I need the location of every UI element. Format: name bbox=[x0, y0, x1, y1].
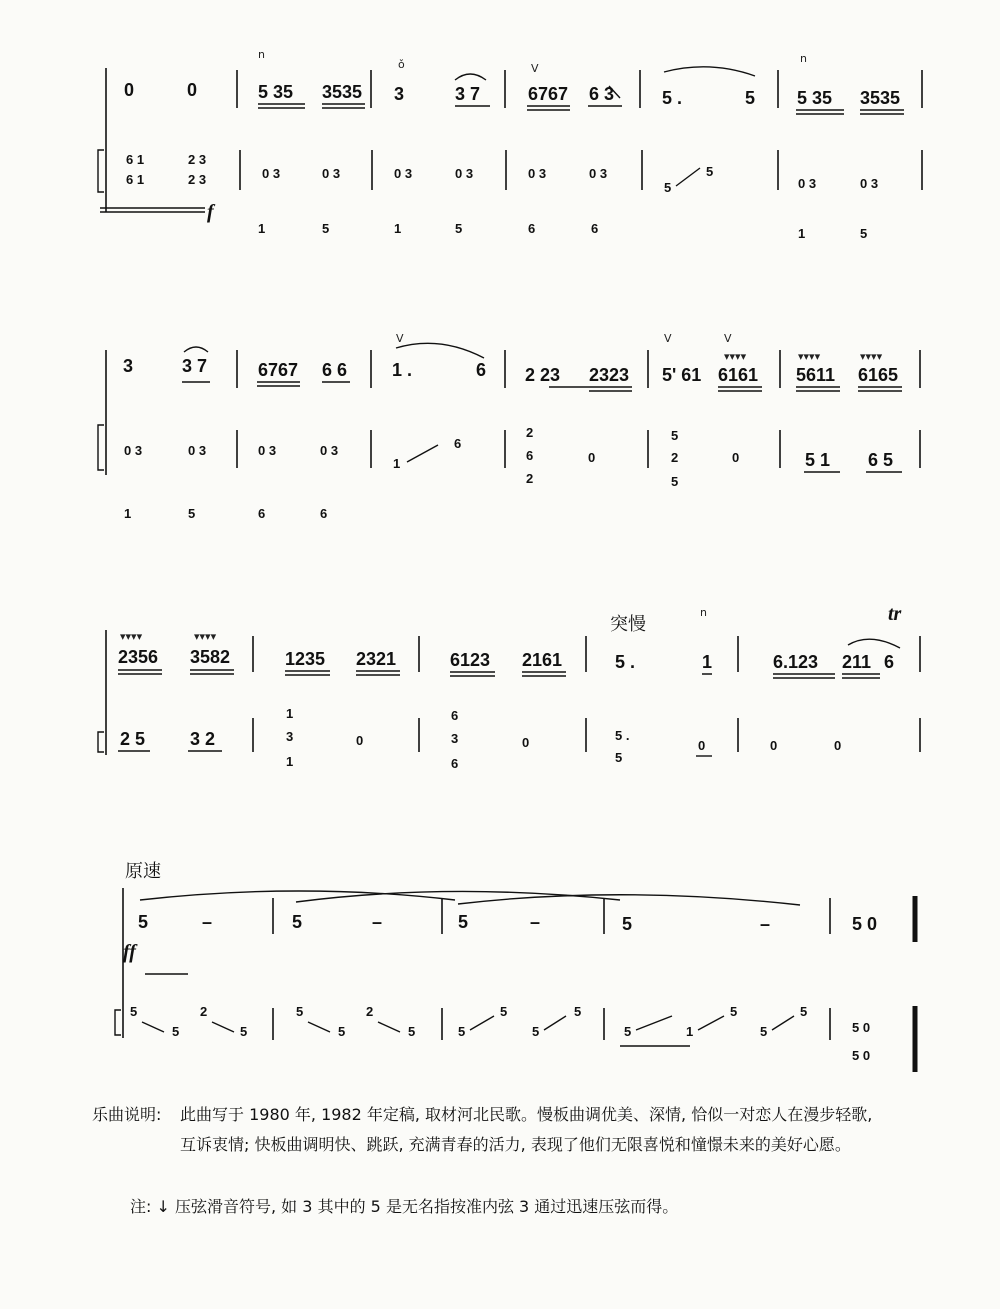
note: 6 bbox=[884, 652, 895, 672]
note: 5 . bbox=[615, 728, 630, 743]
note: 5 bbox=[188, 506, 196, 521]
note: 6 bbox=[258, 506, 266, 521]
note: 1 bbox=[394, 221, 402, 236]
note: 0 bbox=[770, 738, 778, 753]
note: 6 bbox=[528, 221, 536, 236]
note: 0 bbox=[187, 80, 198, 100]
note: 6767 bbox=[258, 360, 299, 380]
note: 0 3 bbox=[262, 166, 281, 181]
note: 0 bbox=[732, 450, 740, 465]
note: 2 bbox=[366, 1004, 374, 1019]
note: 6 bbox=[591, 221, 599, 236]
note: 2161 bbox=[522, 650, 563, 670]
note: 0 3 bbox=[188, 443, 207, 458]
note: 0 3 bbox=[124, 443, 143, 458]
note: 5 bbox=[664, 180, 672, 195]
note: 6 6 bbox=[322, 360, 348, 380]
ornament-mark: V bbox=[724, 332, 732, 345]
ornament-mark: ▾▾▾▾ bbox=[120, 630, 143, 643]
note: 5 bbox=[860, 226, 868, 241]
note: 5 bbox=[760, 1024, 768, 1039]
note: – bbox=[760, 914, 771, 934]
footnote-text: 其中的 bbox=[317, 1197, 366, 1216]
note: 6.123 bbox=[773, 652, 819, 672]
arrow-down-icon: ↓ bbox=[156, 1197, 170, 1216]
note: 1 bbox=[258, 221, 266, 236]
note: 3 bbox=[394, 84, 405, 104]
note: 5 bbox=[408, 1024, 416, 1039]
description-line: 互诉衷情; 快板曲调明快、跳跃, 充满青春的活力, 表现了他们无限喜悦和憧憬未来的美好心愿。 bbox=[180, 1135, 851, 1154]
note: 1 . bbox=[392, 360, 413, 380]
note: 0 3 bbox=[528, 166, 547, 181]
note: 6 bbox=[454, 436, 462, 451]
note: 5' 61 bbox=[662, 365, 702, 385]
note: 5 bbox=[172, 1024, 180, 1039]
note: 5 35 bbox=[258, 82, 294, 102]
note: 6 bbox=[451, 708, 459, 723]
note: 6 bbox=[451, 756, 459, 771]
note: 3 2 bbox=[190, 729, 216, 749]
ornament-mark: ▾▾▾▾ bbox=[798, 350, 821, 363]
system-3 bbox=[98, 603, 920, 771]
note: 5 bbox=[338, 1024, 346, 1039]
note: 1 bbox=[686, 1024, 694, 1039]
note: 0 bbox=[698, 738, 706, 753]
note: 0 bbox=[588, 450, 596, 465]
note: 211 bbox=[842, 652, 872, 672]
note: 5 35 bbox=[797, 88, 833, 108]
footnote-label: 注: bbox=[130, 1197, 152, 1216]
note: 2 3 bbox=[188, 152, 207, 167]
note: 5 bbox=[671, 474, 679, 489]
note: 2 bbox=[200, 1004, 208, 1019]
note: 1 bbox=[702, 652, 713, 672]
dynamic-marking: ff bbox=[123, 941, 136, 963]
note: 6 1 bbox=[126, 172, 145, 187]
note: 5 0 bbox=[852, 1048, 871, 1063]
ornament-mark: V bbox=[531, 62, 539, 75]
note: 5 bbox=[240, 1024, 248, 1039]
note: 0 3 bbox=[455, 166, 474, 181]
note: – bbox=[202, 912, 213, 932]
ornament-mark: n bbox=[800, 52, 807, 65]
note: 5 . bbox=[615, 652, 636, 672]
note: 5 1 bbox=[805, 450, 831, 470]
note: 5 bbox=[532, 1024, 540, 1039]
note: – bbox=[372, 912, 383, 932]
trill-marking: tr bbox=[888, 603, 902, 625]
note: 1 bbox=[286, 754, 294, 769]
note: 5 0 bbox=[852, 914, 878, 934]
note: 1 bbox=[798, 226, 806, 241]
note: 5 bbox=[138, 912, 149, 932]
note: 1 bbox=[124, 506, 132, 521]
note: 6 bbox=[320, 506, 328, 521]
ornament-mark: ▾▾▾▾ bbox=[724, 350, 747, 363]
ornament-mark: ǒ bbox=[398, 58, 405, 71]
note: 5 bbox=[292, 912, 303, 932]
ornament-mark: n bbox=[258, 48, 265, 61]
note: 6 bbox=[476, 360, 487, 380]
note: 6123 bbox=[450, 650, 491, 670]
note: 0 3 bbox=[394, 166, 413, 181]
note: 5 bbox=[574, 1004, 582, 1019]
note: 0 3 bbox=[798, 176, 817, 191]
note: 1 bbox=[286, 706, 294, 721]
note: 5 bbox=[671, 428, 679, 443]
note: 5 bbox=[706, 164, 714, 179]
note: 0 bbox=[834, 738, 842, 753]
note: 0 3 bbox=[320, 443, 339, 458]
note: 6 5 bbox=[868, 450, 894, 470]
note: 3535 bbox=[860, 88, 901, 108]
footnote-example: 3 bbox=[302, 1197, 313, 1216]
note: 5611 bbox=[796, 365, 836, 385]
note: 6161 bbox=[718, 365, 759, 385]
note: 6767 bbox=[528, 84, 569, 104]
note: 5 bbox=[615, 750, 623, 765]
note: 0 bbox=[124, 80, 135, 100]
tempo-marking-slow: 突慢 bbox=[610, 614, 646, 635]
note: 2 23 bbox=[525, 365, 561, 385]
note: 0 3 bbox=[258, 443, 277, 458]
note: 2 bbox=[671, 450, 679, 465]
note: 3535 bbox=[322, 82, 363, 102]
note: 3 bbox=[286, 729, 294, 744]
ornament-mark: V bbox=[664, 332, 672, 345]
note: 5 bbox=[745, 88, 756, 108]
note: 6 1 bbox=[126, 152, 145, 167]
ornament-mark: ▾▾▾▾ bbox=[194, 630, 217, 643]
note: 3 7 bbox=[182, 356, 208, 376]
note: 2 bbox=[526, 471, 534, 486]
note: 5 0 bbox=[852, 1020, 871, 1035]
ornament-mark: V bbox=[396, 332, 404, 345]
note: 5 bbox=[455, 221, 463, 236]
note: 2323 bbox=[589, 365, 630, 385]
note: 5 bbox=[800, 1004, 808, 1019]
note: 5 bbox=[322, 221, 330, 236]
note: 0 3 bbox=[589, 166, 608, 181]
note: 5 bbox=[730, 1004, 738, 1019]
note: 5 bbox=[130, 1004, 138, 1019]
note: 5 bbox=[624, 1024, 632, 1039]
system-1 bbox=[98, 48, 922, 241]
note: 6 3 bbox=[589, 84, 615, 104]
note: 2 5 bbox=[120, 729, 146, 749]
note: 6165 bbox=[858, 365, 899, 385]
footnote-example: 5 bbox=[370, 1197, 381, 1216]
note: 2 bbox=[526, 425, 534, 440]
tempo-marking-original: 原速 bbox=[125, 861, 161, 882]
description-label: 乐曲说明: bbox=[92, 1105, 162, 1124]
note: 3 bbox=[451, 731, 459, 746]
note: – bbox=[530, 912, 541, 932]
note: 5 bbox=[458, 912, 469, 932]
footnote-text: 是无名指按准内弦 3 通过迅速压弦而得。 bbox=[385, 1197, 679, 1216]
note: 1 bbox=[393, 456, 401, 471]
note: 2356 bbox=[118, 647, 159, 667]
note: 5 . bbox=[662, 88, 683, 108]
system-4 bbox=[115, 888, 915, 1072]
note: 5 bbox=[500, 1004, 508, 1019]
note: 2 3 bbox=[188, 172, 207, 187]
ornament-mark: n bbox=[700, 606, 707, 619]
dynamic-marking: f bbox=[207, 201, 214, 223]
note: 1235 bbox=[285, 649, 326, 669]
note: 5 bbox=[458, 1024, 466, 1039]
note: 5 bbox=[296, 1004, 304, 1019]
footnote-text: 压弦滑音符号, 如 bbox=[175, 1197, 298, 1216]
note: 3582 bbox=[190, 647, 231, 667]
system-2 bbox=[98, 332, 920, 521]
note: 3 7 bbox=[455, 84, 481, 104]
note: 0 bbox=[522, 735, 530, 750]
note: 3 bbox=[123, 356, 134, 376]
ornament-mark: ▾▾▾▾ bbox=[860, 350, 883, 363]
note: 0 3 bbox=[322, 166, 341, 181]
note: 0 bbox=[356, 733, 364, 748]
note: 0 3 bbox=[860, 176, 879, 191]
footnote bbox=[130, 1194, 678, 1217]
note: 2321 bbox=[356, 649, 397, 669]
description-line: 此曲写于 1980 年, 1982 年定稿, 取材河北民歌。慢板曲调优美、深情, 恰似一对恋人在漫步轻歌, bbox=[180, 1105, 873, 1124]
note: 5 bbox=[622, 914, 633, 934]
note: 6 bbox=[526, 448, 534, 463]
